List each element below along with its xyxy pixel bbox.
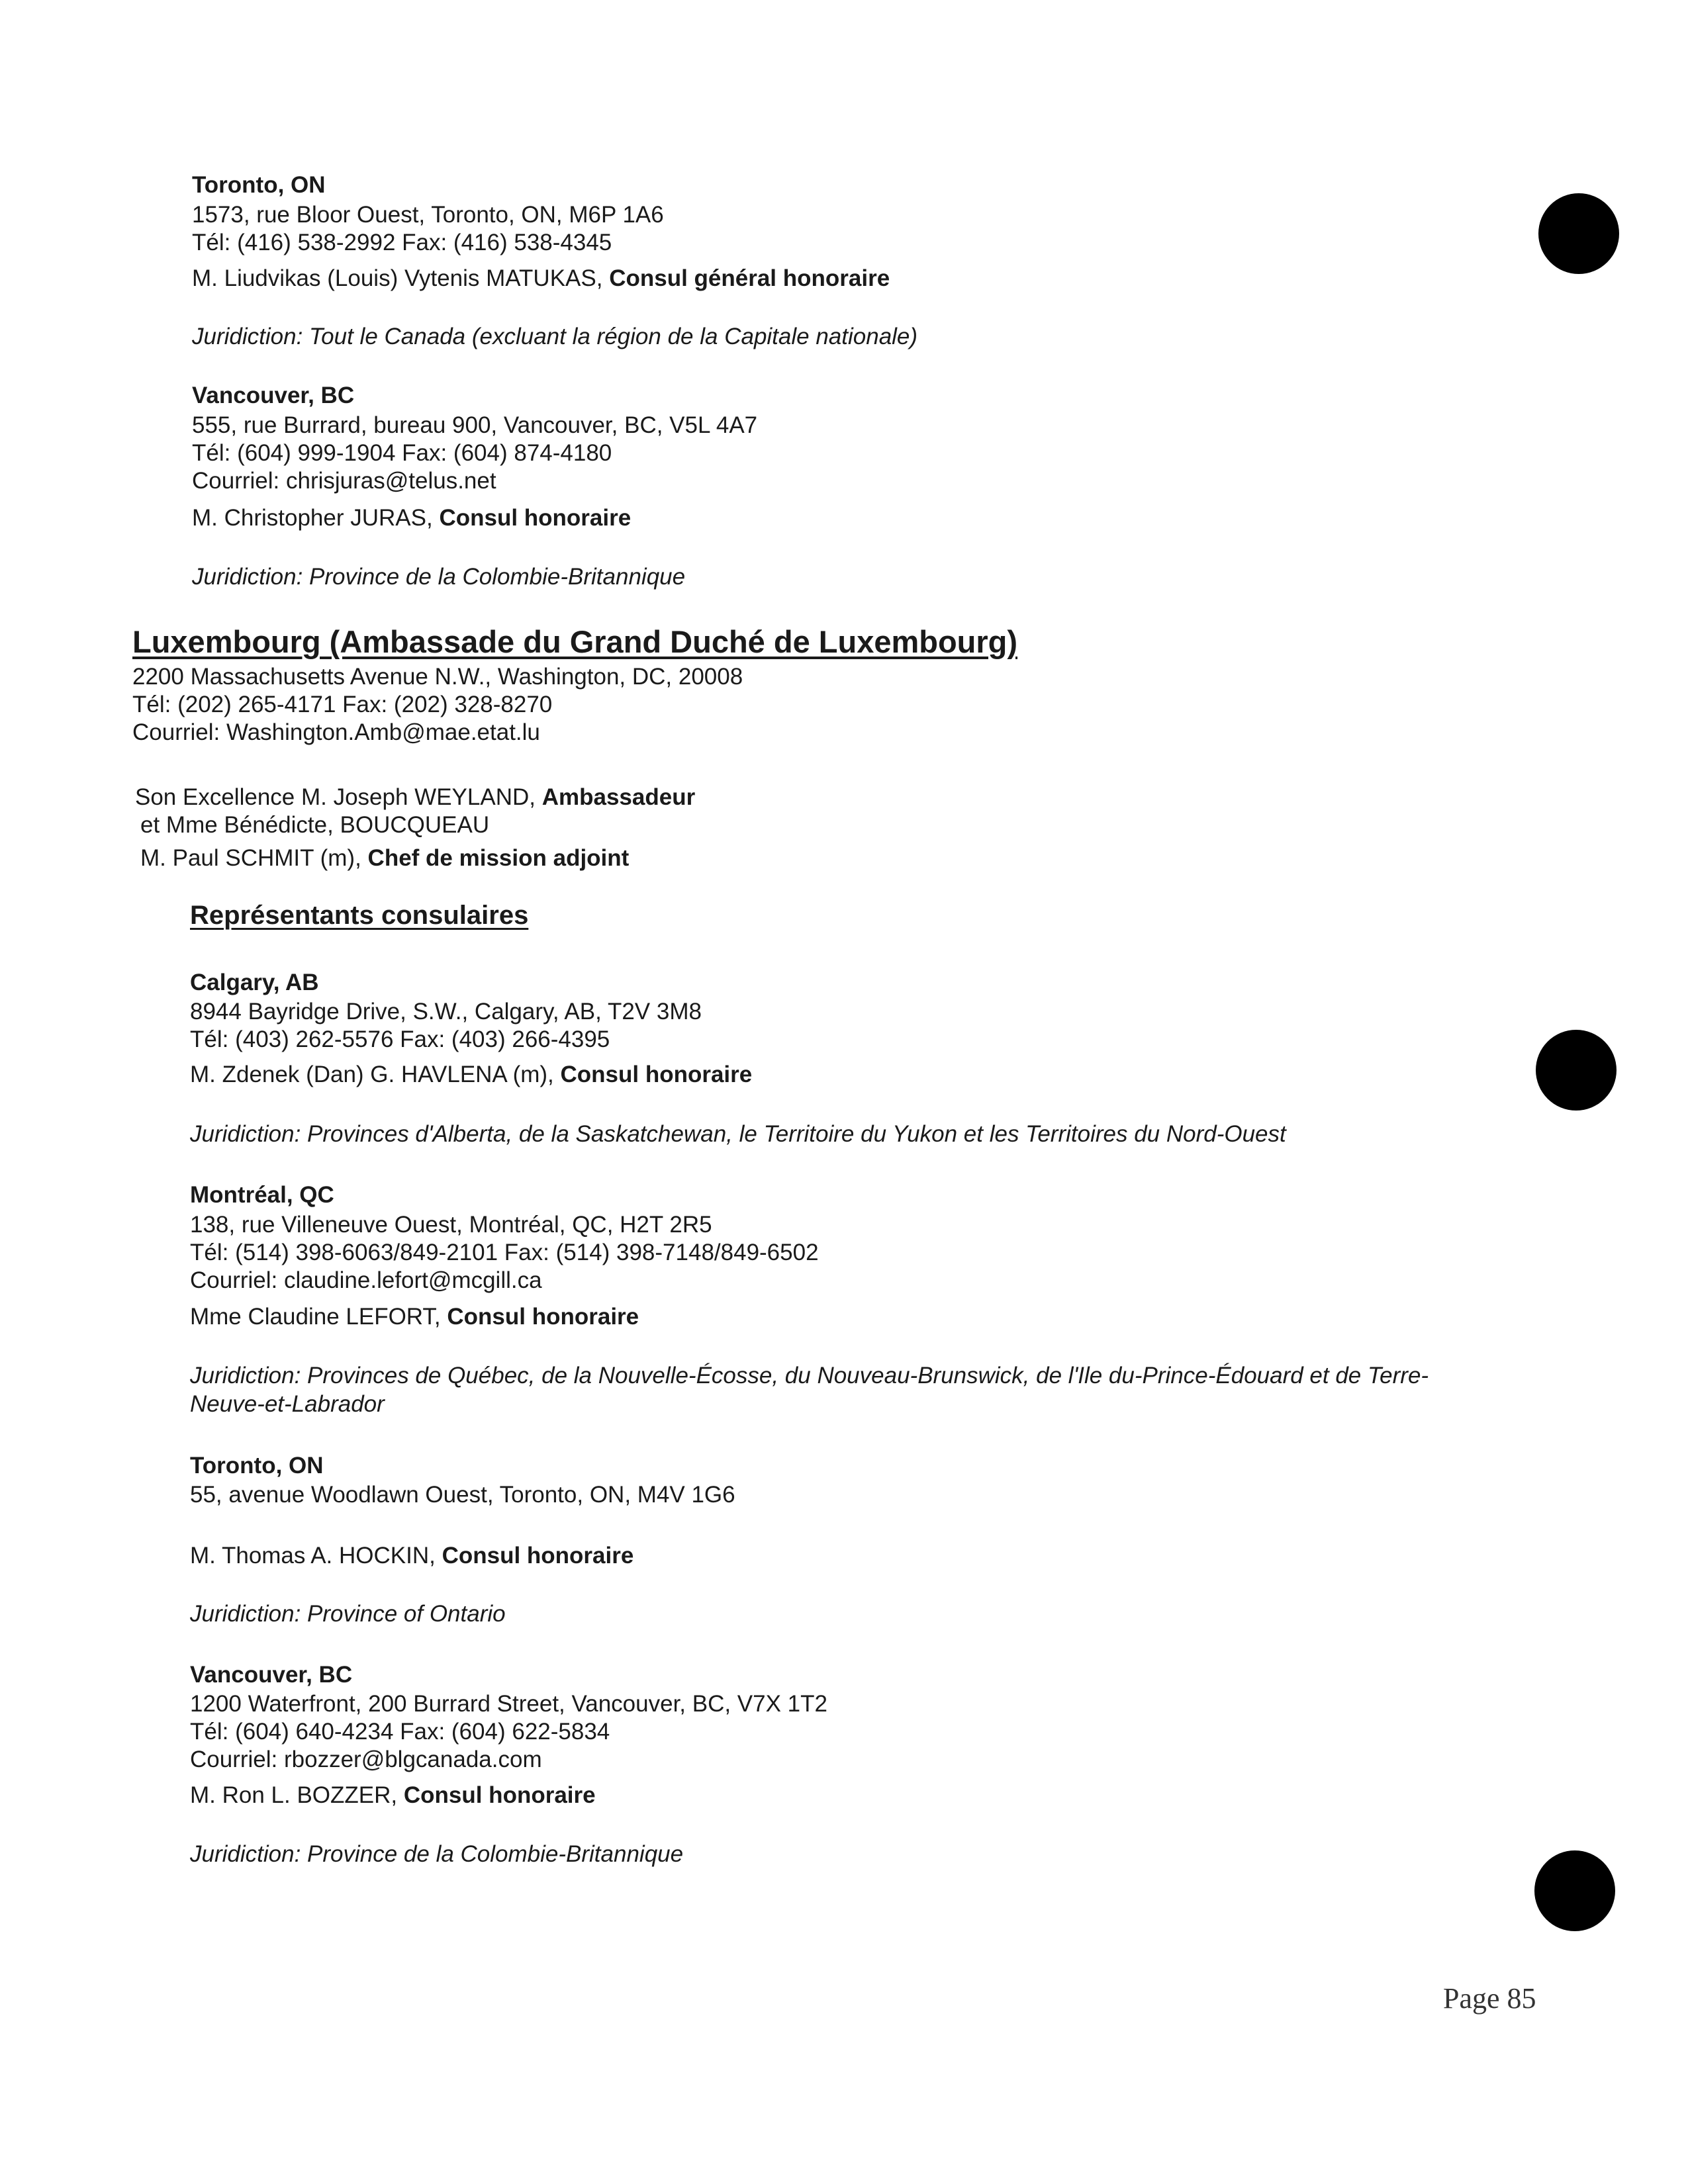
phone-line: Tél: (403) 262-5576 Fax: (403) 266-4395 <box>190 1026 610 1052</box>
embassy-heading: Luxembourg (Ambassade du Grand Duché de Luxembourg) <box>132 624 1018 659</box>
jurisdiction: Juridiction: Province de la Colombie-Britannique <box>192 564 686 590</box>
consul-name: Mme Claudine LEFORT, <box>190 1304 447 1330</box>
consular-heading: Représentants consulaires <box>190 901 529 930</box>
jurisdiction: Juridiction: Provinces d'Alberta, de la Saskatchewan, le Territoire du Yukon et les Territoires du Nord-Ouest <box>190 1121 1286 1147</box>
staff-deputy <box>140 844 629 872</box>
consul-person <box>190 1542 633 1570</box>
jurisdiction: Juridiction: Provinces de Québec, de la Nouvelle-Écosse, du Nouveau-Brunswick, de l'Ile du-Prince-Édouard et de Terre- <box>190 1363 1429 1388</box>
address-line: 138, rue Villeneuve Ouest, Montréal, QC, H2T 2R5 <box>190 1212 712 1238</box>
city-heading-montreal: Montréal, QC <box>190 1182 334 1208</box>
city-heading-toronto: Toronto, ON <box>190 1453 324 1479</box>
embassy-phone: Tél: (202) 265-4171 Fax: (202) 328-8270 <box>132 692 553 717</box>
consul-title: Consul honoraire <box>447 1304 639 1330</box>
email-line: Courriel: rbozzer@blgcanada.com <box>190 1747 542 1772</box>
staff-role: Chef de mission adjoint <box>367 845 630 871</box>
city-heading-vancouver: Vancouver, BC <box>192 383 355 408</box>
city-heading-calgary: Calgary, AB <box>190 970 319 995</box>
address-line: 55, avenue Woodlawn Ouest, Toronto, ON, M4V 1G6 <box>190 1482 735 1508</box>
consul-name: M. Liudvikas (Louis) Vytenis MATUKAS, <box>192 265 610 291</box>
consul-person <box>192 504 631 532</box>
embassy-email: Courriel: Washington.Amb@mae.etat.lu <box>132 719 540 745</box>
consul-person <box>190 1061 752 1089</box>
jurisdiction: Juridiction: Tout le Canada (excluant la région de la Capitale nationale) <box>192 324 918 349</box>
staff-name: M. Paul SCHMIT (m), <box>140 845 368 871</box>
punch-hole <box>1536 1030 1617 1111</box>
consul-title: Consul honoraire <box>403 1782 596 1808</box>
staff-name: Son Excellence M. Joseph WEYLAND, <box>135 784 542 810</box>
consul-name: M. Christopher JURAS, <box>192 505 440 531</box>
page-number: Page 85 <box>1443 1982 1536 2015</box>
consul-title: Consul honoraire <box>439 505 632 531</box>
consul-title: Consul honoraire <box>560 1062 753 1087</box>
phone-line: Tél: (604) 999-1904 Fax: (604) 874-4180 <box>192 440 612 466</box>
consul-title: Consul général honoraire <box>609 265 890 291</box>
consul-name: M. Zdenek (Dan) G. HAVLENA (m), <box>190 1062 561 1087</box>
phone-line: Tél: (416) 538-2992 Fax: (416) 538-4345 <box>192 230 612 255</box>
address-line: 1573, rue Bloor Ouest, Toronto, ON, M6P 1A6 <box>192 202 664 228</box>
staff-spouse: et Mme Bénédicte, BOUCQUEAU <box>140 812 490 838</box>
jurisdiction-continued: Neuve-et-Labrador <box>190 1391 385 1417</box>
phone-line: Tél: (514) 398-6063/849-2101 Fax: (514) 398-7148/849-6502 <box>190 1240 819 1265</box>
address-line: 1200 Waterfront, 200 Burrard Street, Vancouver, BC, V7X 1T2 <box>190 1691 827 1717</box>
city-heading-vancouver: Vancouver, BC <box>190 1662 353 1688</box>
consul-title: Consul honoraire <box>442 1543 634 1569</box>
address-line: 8944 Bayridge Drive, S.W., Calgary, AB, T2V 3M8 <box>190 999 702 1024</box>
consul-person <box>192 265 890 293</box>
address-line: 555, rue Burrard, bureau 900, Vancouver, BC, V5L 4A7 <box>192 412 758 438</box>
city-heading-toronto: Toronto, ON <box>192 172 326 198</box>
phone-line: Tél: (604) 640-4234 Fax: (604) 622-5834 <box>190 1719 610 1745</box>
consul-person <box>190 1782 596 1809</box>
embassy-address: 2200 Massachusetts Avenue N.W., Washington, DC, 20008 <box>132 664 743 690</box>
jurisdiction: Juridiction: Province de la Colombie-Britannique <box>190 1841 684 1867</box>
email-line: Courriel: chrisjuras@telus.net <box>192 468 496 494</box>
consul-person <box>190 1303 639 1331</box>
staff-ambassador <box>135 784 695 811</box>
email-line: Courriel: claudine.lefort@mcgill.ca <box>190 1267 542 1293</box>
jurisdiction: Juridiction: Province of Ontario <box>190 1601 506 1627</box>
punch-hole <box>1534 1850 1615 1931</box>
punch-hole <box>1538 193 1619 274</box>
staff-role: Ambassadeur <box>541 784 696 810</box>
consul-name: M. Ron L. BOZZER, <box>190 1782 404 1808</box>
consul-name: M. Thomas A. HOCKIN, <box>190 1543 442 1569</box>
